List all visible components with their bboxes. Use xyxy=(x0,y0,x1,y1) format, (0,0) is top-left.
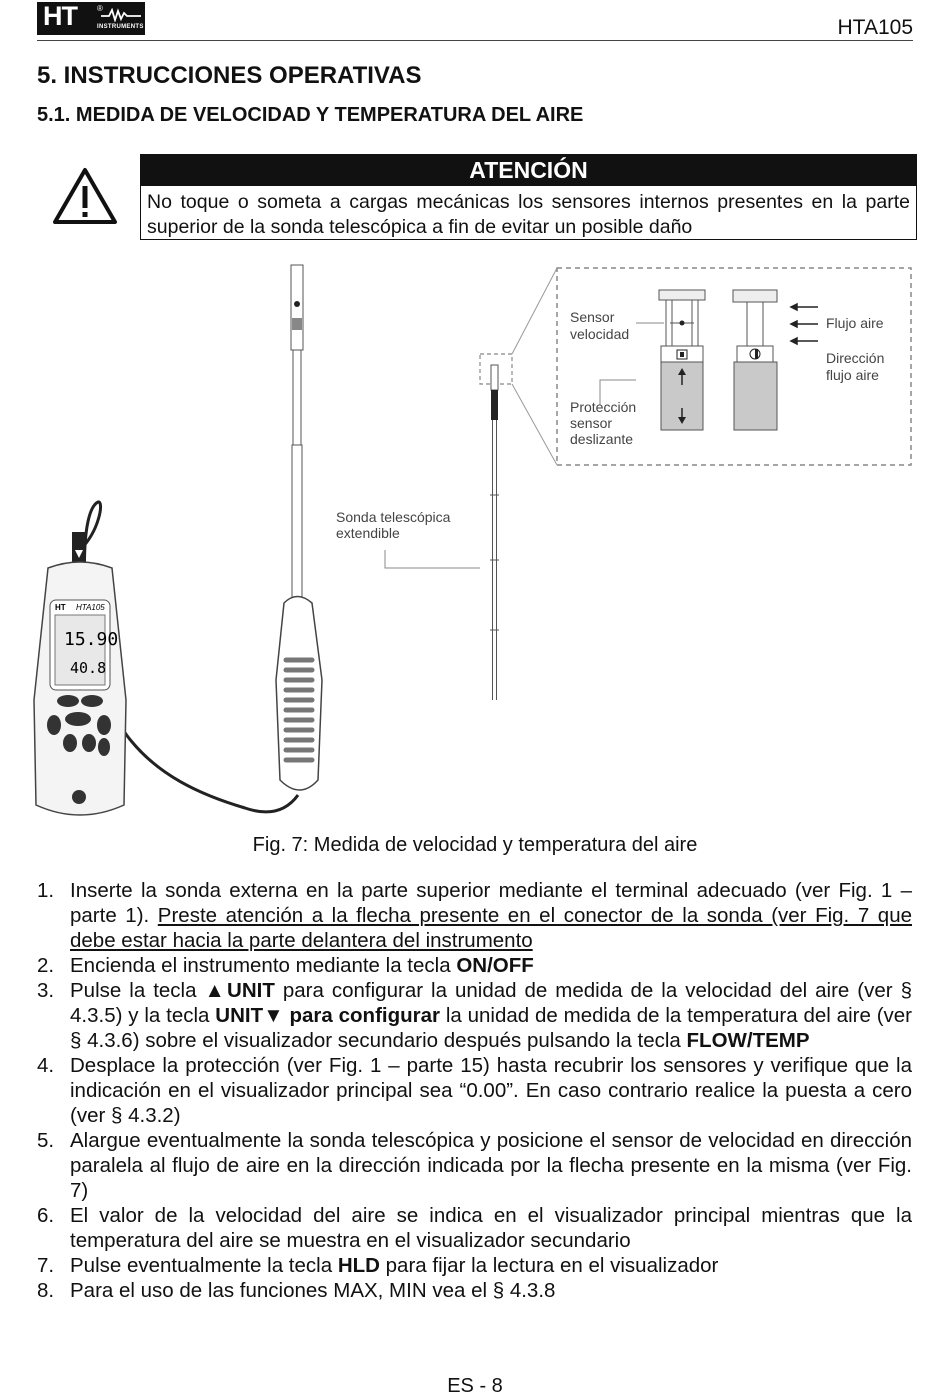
step-item xyxy=(37,1278,912,1303)
probe-extended-drawing xyxy=(490,365,499,700)
step-text: la unidad de medida de la temperatura del aire (ver § 4.3.6) sobre el visualizador secundario después pulsando la tecla xyxy=(70,1004,913,1052)
device-secondary-reading: 40.8 xyxy=(70,659,107,677)
section-title: 5. INSTRUCCIONES OPERATIVAS xyxy=(37,62,422,89)
label-dir-l2: flujo aire xyxy=(826,367,879,383)
model-name: HTA105 xyxy=(837,16,913,39)
label-dir-l1: Dirección xyxy=(826,350,885,366)
logo-text: HT xyxy=(43,1,77,31)
warning-triangle-icon xyxy=(52,167,118,225)
waveform-icon xyxy=(101,8,141,22)
step-number: 4. xyxy=(37,1054,55,1077)
step-text: para fijar la lectura en el visualizador xyxy=(379,1254,719,1277)
step-number: 7. xyxy=(37,1254,55,1277)
step-text-underlined: Preste atención a la flecha presente en el conector de la sonda (ver Fig. 7 que debe estar hacia la parte delantera del instrumento xyxy=(70,904,912,952)
step-text: para configurar la unidad de medida de la velocidad del aire (ver § 4.3.5) y la tecla xyxy=(70,979,912,1027)
step-text: Encienda el instrumento mediante la tecla xyxy=(70,954,457,977)
key-unit-down: UNIT▼ para configurar xyxy=(215,1004,440,1027)
instruction-list xyxy=(37,878,912,1303)
step-number: 8. xyxy=(37,1279,55,1302)
logo-registered: ® xyxy=(97,4,103,13)
step-text: Desplace la protección (ver Fig. 1 – parte 15) hasta recubrir los sensores y verifique que la indicación en el visualizador principal sea “0.00”. En caso contrario realice la puesta a cero (ver § 4.3.2) xyxy=(70,1054,912,1127)
probe-with-handle-drawing xyxy=(276,265,322,790)
label-probe-l1: Sonda telescópica xyxy=(336,509,451,525)
logo-subtext: INSTRUMENTS xyxy=(97,24,144,30)
step-item xyxy=(37,1203,912,1253)
step-number: 3. xyxy=(37,979,55,1002)
flow-arrows xyxy=(791,304,818,344)
key-unit-up: ▲UNIT xyxy=(204,979,275,1002)
step-number: 2. xyxy=(37,954,55,977)
device-brand: HT xyxy=(55,603,66,612)
label-prot-l2: sensor xyxy=(570,415,613,431)
device-main-reading: 15.90 xyxy=(64,629,119,650)
label-sensor-l1: Sensor xyxy=(570,309,615,325)
step-number: 6. xyxy=(37,1204,55,1227)
device-model: HTA105 xyxy=(76,603,105,612)
step-item xyxy=(37,1053,912,1128)
step-text: Pulse la tecla xyxy=(70,979,205,1002)
step-number: 1. xyxy=(37,879,55,902)
sensor-direction-drawing xyxy=(733,290,777,430)
step-text: Alargue eventualmente la sonda telescópica y posicione el sensor de velocidad en dirección paralela al flujo de aire en la dirección indicada por la flecha presente en la misma (ver Fig. 7) xyxy=(70,1129,912,1202)
step-text: Inserte la sonda externa en la parte superior mediante el terminal adecuado (ver Fig. 1 – parte 1). xyxy=(70,879,912,927)
label-prot-l1: Protección xyxy=(570,399,637,415)
step-item xyxy=(37,953,912,978)
step-item xyxy=(37,978,912,1053)
meter-device-drawing xyxy=(34,562,126,815)
figure-7 xyxy=(0,260,950,830)
step-item xyxy=(37,1253,912,1278)
step-number: 5. xyxy=(37,1129,55,1152)
step-text: El valor de la velocidad del aire se indica en el visualizador principal mientras que la temperatura del aire se muestra en el visualizador secundario xyxy=(70,1204,912,1252)
step-item xyxy=(37,878,912,953)
label-flow-air: Flujo aire xyxy=(826,315,884,331)
label-prot-l3: deslizante xyxy=(570,431,634,447)
label-probe-l2: extendible xyxy=(336,525,400,541)
ht-logo xyxy=(37,2,145,35)
attention-text: No toque o someta a cargas mecánicas los sensores internos presentes en la parte superior de la sonda telescópica a fin de evitar un posible daño xyxy=(147,191,910,238)
step-text: Pulse eventualmente la tecla xyxy=(70,1254,338,1277)
key-on-off: ON/OFF xyxy=(456,954,534,977)
attention-title: ATENCIÓN xyxy=(141,155,916,186)
step-item xyxy=(37,1128,912,1203)
label-sensor-l2: velocidad xyxy=(570,326,630,342)
page-number: ES - 8 xyxy=(447,1375,503,1397)
attention-box xyxy=(140,154,917,240)
key-hld: HLD xyxy=(337,1254,380,1277)
subsection-title: 5.1. MEDIDA DE VELOCIDAD Y TEMPERATURA DEL AIRE xyxy=(37,104,584,126)
header-divider xyxy=(37,40,913,41)
key-flow-temp: FLOW/TEMP xyxy=(686,1029,810,1052)
figure-caption: Fig. 7: Medida de velocidad y temperatura del aire xyxy=(252,834,698,856)
sensor-velocity-drawing xyxy=(659,290,705,430)
step-text: Para el uso de las funciones MAX, MIN vea el § 4.3.8 xyxy=(70,1279,556,1302)
